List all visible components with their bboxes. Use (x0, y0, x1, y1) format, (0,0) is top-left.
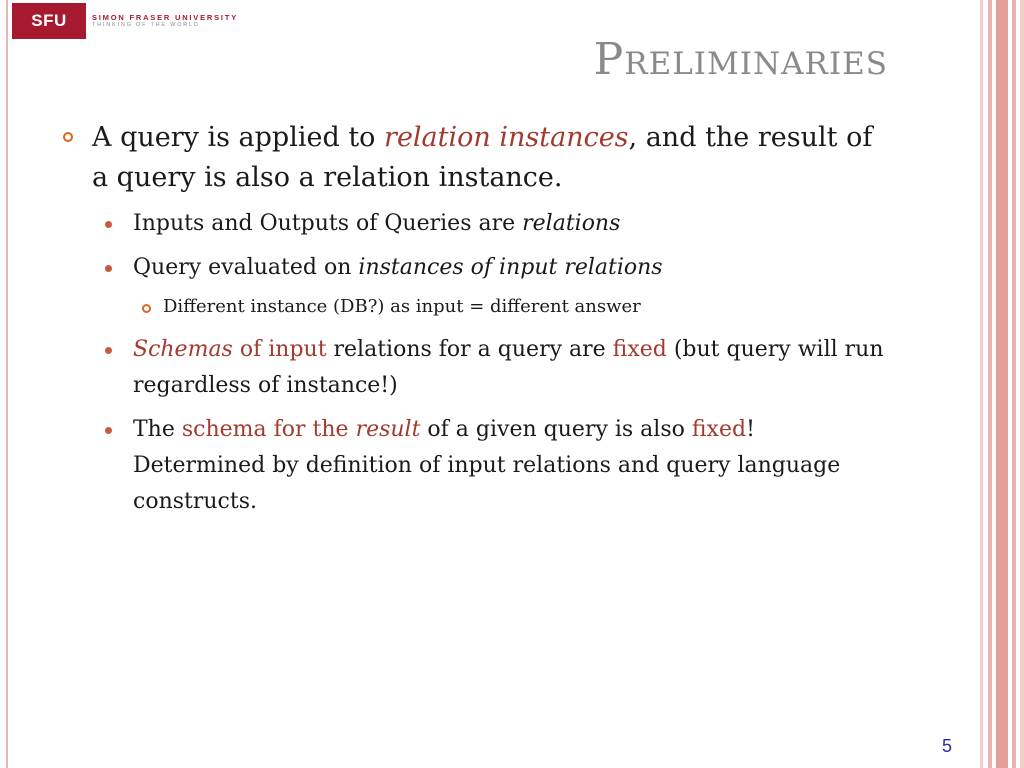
text: of a given query is also (420, 417, 692, 442)
bullet-subsub-1 (58, 294, 888, 320)
dot-bullet-icon (105, 347, 112, 354)
ring-bullet-icon (63, 132, 73, 142)
bullet-sub-1 (58, 206, 888, 242)
bullet-sub-2 (58, 250, 888, 286)
right-decoration (980, 0, 1024, 768)
ring-bullet-icon (142, 304, 151, 313)
slide-body (58, 118, 888, 528)
text: , and the result of a query is also a relation instance. (92, 122, 873, 193)
text: Inputs and Outputs of Queries are (133, 211, 523, 236)
left-border (6, 0, 8, 768)
dot-bullet-icon (105, 221, 112, 228)
text-highlight: fixed (612, 337, 667, 362)
text: Query evaluated on (133, 255, 359, 280)
text-highlight: result (355, 417, 421, 442)
text: relations for a query are (326, 337, 613, 362)
text: ! Determined by definition of input relations and query language constructs. (133, 417, 841, 514)
text-highlight: fixed (691, 417, 747, 442)
logo-tagline: THINKING OF THE WORLD (92, 22, 200, 29)
text: The (133, 417, 182, 442)
bullet-main (58, 118, 888, 198)
logo-name: SIMON FRASER UNIVERSITY (92, 12, 238, 22)
page-number: 5 (941, 736, 952, 756)
slide-title: Preliminaries (593, 34, 888, 85)
text-highlight: Schemas (133, 337, 233, 362)
text: Different instance (DB?) as input = different answer (163, 296, 641, 317)
text-highlight: schema for the (181, 417, 356, 442)
sfu-logo (12, 2, 238, 40)
bullet-sub-4 (58, 412, 888, 520)
dot-bullet-icon (105, 265, 112, 272)
text: A query is applied to (92, 122, 385, 153)
text-highlight: relation instances (384, 122, 629, 153)
logo-abbr: SFU (12, 3, 86, 39)
dot-bullet-icon (105, 427, 112, 434)
text-italic: instances of input relations (358, 255, 663, 280)
text-italic: relations (522, 211, 621, 236)
bullet-sub-3 (58, 332, 888, 404)
text: (but query will run regardless of instance!) (133, 337, 884, 398)
text-highlight: of input (232, 337, 327, 362)
